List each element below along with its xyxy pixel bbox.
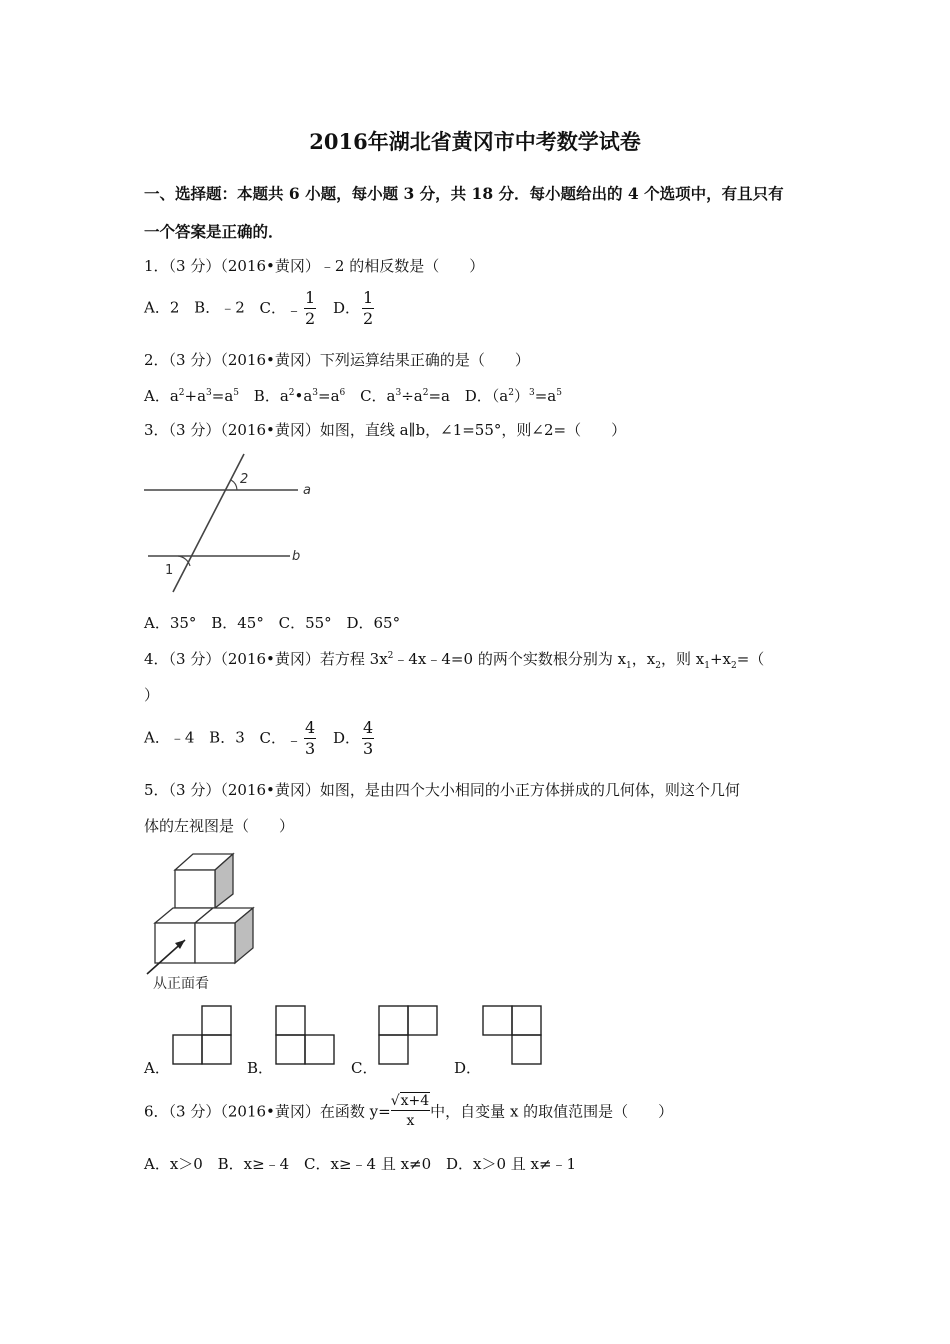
q3-option-c[interactable]: C．55° [278, 614, 332, 632]
q2-option-d[interactable]: D．$(a^2)^3=a^5$ [464, 387, 562, 405]
q5-option-c[interactable]: C． [351, 1059, 378, 1077]
q4-option-c[interactable]: C．﹣ $\frac{4}{3}$ [259, 718, 316, 758]
q2-option-a[interactable]: A．$a^2+a^3=a^5$ [144, 387, 240, 405]
q5-option-b-figure [275, 1005, 337, 1067]
question-3-stem: 3．（3 分）（2016•黄冈）如图，直线 a∥b，∠1=55°，则∠2=（ ） [144, 421, 627, 439]
question-5-stem-line1: 5．（3 分）（2016•黄冈）如图，是由四个大小相同的小正方体拼成的几何体，则这个几何 [144, 781, 740, 799]
q6-option-d[interactable]: D．x＞0 且 x≠﹣1 [445, 1155, 577, 1173]
section-heading-line1: 一、选择题：本题共 6 小题，每小题 3 分，共 18 分．每小题给出的 4 个选项中，有且只有 [144, 184, 784, 203]
question-4-stem: 4．（3 分）（2016•黄冈）若方程 $3x^2﹣4x﹣4=0$ 的两个实数根分别为 $x_1$，$x_2$，则 $x_1+x_2=$（ [144, 650, 765, 671]
question-2-stem: 2．（3 分）（2016•黄冈）下列运算结果正确的是（ ） [144, 351, 530, 369]
q4-option-d[interactable]: D． $\frac{4}{3}$ [333, 718, 374, 758]
figure-label-b: b [292, 549, 301, 564]
q3-option-d[interactable]: D．65° [346, 614, 401, 632]
q3-option-a[interactable]: A．35° [144, 614, 197, 632]
q5-option-b[interactable]: B． [247, 1059, 274, 1077]
q6-option-a[interactable]: A．x＞0 [144, 1155, 203, 1173]
question-5-stem-line2: 体的左视图是（ ） [144, 817, 295, 835]
question-3-options [144, 612, 400, 633]
question-2-options [144, 385, 562, 406]
page-title: 2016年湖北省黄冈市中考数学试卷 [309, 129, 641, 154]
q4-option-a[interactable]: A．﹣4 [144, 728, 195, 747]
q2-option-c[interactable]: C．$a^3\div a^2=a$ [360, 387, 450, 405]
question-1-stem: 1．（3 分）（2016•黄冈）﹣2 的相反数是（ ） [144, 257, 485, 275]
figure-caption: 从正面看 [153, 976, 209, 992]
parallel-lines-figure [140, 450, 320, 600]
q1-option-b[interactable]: B．﹣2 [194, 298, 245, 317]
q2-option-b[interactable]: B．$a^2•a^3=a^6$ [253, 387, 346, 405]
q3-option-b[interactable]: B．45° [211, 614, 264, 632]
question-6-options [144, 1153, 576, 1174]
question-1-options [144, 290, 376, 327]
figure-label-a: a [303, 483, 311, 498]
transversal-line [173, 454, 244, 592]
question-6-stem: 6．（3 分）（2016•黄冈）在函数 y= $\frac{√x+4}{x}$ 中，自变量 x 的取值范围是（ ） [144, 1093, 674, 1129]
figure-label-2: 2 [240, 472, 249, 487]
q1-option-c[interactable]: C．﹣ $\frac{1}{2}$ [259, 288, 316, 328]
question-4-options [144, 720, 376, 757]
question-4-stem-line2: ） [144, 686, 160, 704]
angle-2-arc [231, 480, 237, 490]
q5-option-a[interactable]: A． [144, 1059, 170, 1077]
section-heading-line2: 一个答案是正确的． [144, 222, 284, 241]
q5-option-c-figure [378, 1005, 440, 1067]
q6-option-b[interactable]: B．x≥﹣4 [217, 1155, 290, 1173]
cube-solid-figure [145, 848, 265, 993]
q4-option-b[interactable]: B．3 [209, 728, 245, 747]
q1-option-a[interactable]: A．2 [144, 298, 180, 317]
q6-option-c[interactable]: C．x≥﹣4 且 x≠0 [304, 1155, 432, 1173]
q5-option-d-figure [482, 1005, 544, 1067]
q1-option-d[interactable]: D． $\frac{1}{2}$ [333, 288, 374, 328]
q5-option-a-figure [172, 1005, 234, 1067]
figure-label-1: 1 [165, 563, 174, 578]
function-fraction: $\frac{√x+4}{x}$ [390, 1093, 430, 1129]
q5-option-d[interactable]: D． [454, 1059, 482, 1077]
